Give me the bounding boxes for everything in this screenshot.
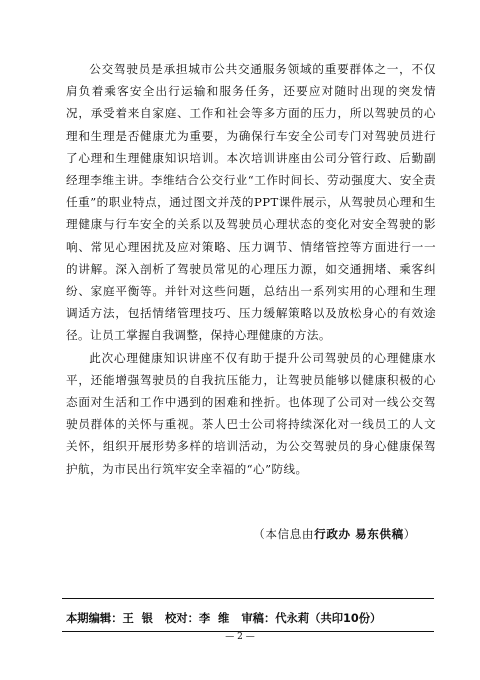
editor-name: 王 银 [122,612,153,625]
source-close: ） [403,527,416,541]
editor-label: 本期编辑： [66,612,123,625]
source-org: 行政办 [314,527,351,541]
review-name: 代永莉（共印10份） [275,612,382,625]
article-body [66,58,436,480]
review-label: 审稿： [241,612,276,625]
paragraph-1: 公交驾驶员是承担城市公共交通服务领域的重要群体之一，不仅肩负着乘客安全出行运输和服务任务，还要应对随时出现的突发情况，承受着来自家庭、工作和社会等多方面的压力，所以驾驶员的心理和生理是否健康尤为重要，为确保行车安全公司专门对驾驶员进行了心理和生理健康知识培训。本次培训讲座由公司分管行政、后勤副经理李维主讲。李维结合公交行业“工作时间长、劳动强度大、安全责任重”的职业特点，通过图文并茂的PPT课件展示，从驾驶员心理和生理健康与行车安全的关系以及驾驶员心理状态的变化对安全驾驶的影响、常见心理困扰及应对策略、压力调节、情绪管控等方面进行一一的讲解。深入剖析了驾驶员常见的心理压力源，如交通拥堵、乘客纠纷、家庭平衡等。并针对这些问题，总结出一系列实用的心理和生理调适方法，包括情绪管理技巧、压力缓解策略以及放松身心的有效途径。让员工掌握自我调整，保持心理健康的方法。 [66,62,436,343]
paragraph-2: 此次心理健康知识讲座不仅有助于提升公司驾驶员的心理健康水平，还能增强驾驶员的自我抗压能力，让驾驶员能够以健康积极的心态面对生活和工作中遇到的困难和挫折。也体现了公司对一线公交驾驶员群体的关怀与重视。茶人巴士公司将持续深化对一线员工的人文关怀，组织开展形势多样的培训活动，为公交驾驶员的身心健康保驾护航，为市民出行筑牢安全幸福的“心”防线。 [66,350,436,476]
proof-label: 校对： [164,612,199,625]
footer-credits [66,610,436,626]
source-open: （本信息由 [253,527,315,541]
source-author: 易东供稿 [355,527,404,541]
page-number: — 2 — [225,632,255,642]
footer-top-rule [62,598,434,599]
source-credit [66,526,416,542]
proof-name: 李 维 [198,612,230,625]
